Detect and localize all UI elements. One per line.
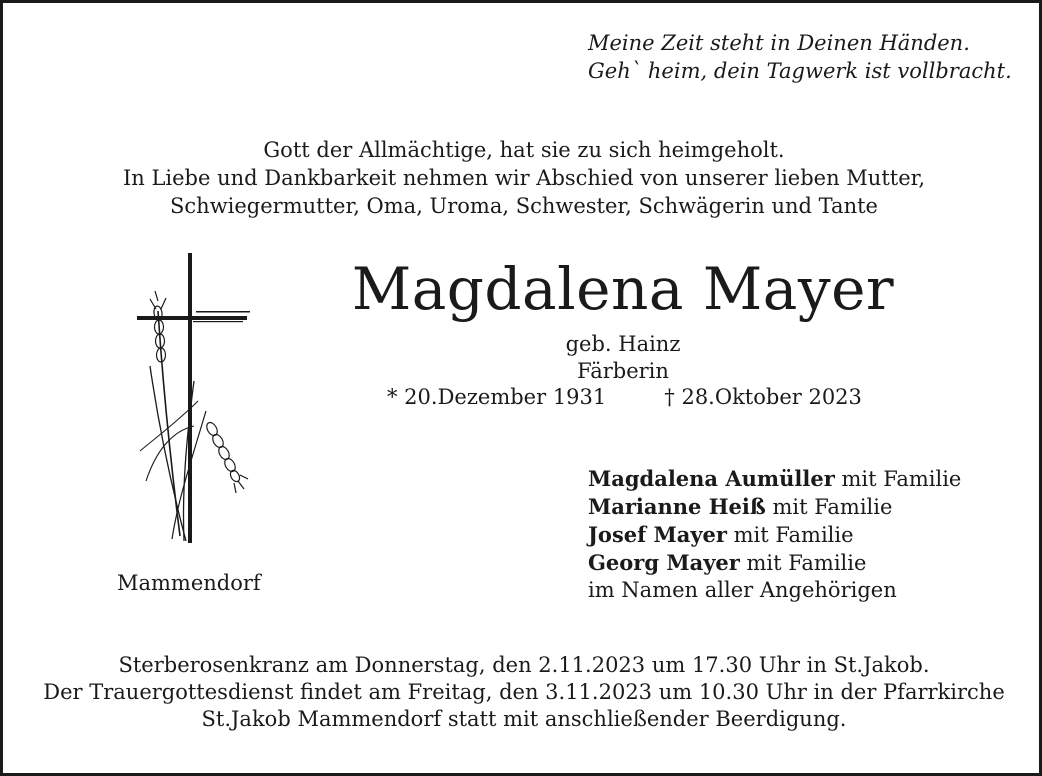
motto-line: Meine Zeit steht in Deinen Händen. <box>588 31 970 55</box>
mourner-name: Magdalena Aumüller <box>588 466 835 491</box>
life-dates <box>387 384 862 411</box>
mourner-name: Georg Mayer <box>588 550 740 575</box>
mourner-suffix: mit Familie <box>834 467 962 491</box>
intro-line: In Liebe und Dankbarkeit nehmen wir Abschied von unserer lieben Mutter, <box>122 166 926 190</box>
notice-line: St.Jakob Mammendorf statt mit anschließender Beerdigung. <box>201 707 847 731</box>
deceased-name: Magdalena Mayer <box>351 255 895 323</box>
notice-line: Sterberosenkranz am Donnerstag, den 2.11.2023 um 17.30 Uhr in St.Jakob. <box>118 653 930 677</box>
mourners-list <box>588 465 961 604</box>
place-name: Mammendorf <box>117 571 261 595</box>
mourner-name: Marianne Heiß <box>588 494 766 519</box>
mourner-entry <box>588 521 961 549</box>
intro-text <box>3 136 1042 220</box>
mourner-suffix: mit Familie <box>726 523 854 547</box>
intro-line: Schwiegermutter, Oma, Uroma, Schwester, Schwägerin und Tante <box>170 194 878 218</box>
mourner-entry <box>588 493 961 521</box>
intro-line: Gott der Allmächtige, hat sie zu sich heimgeholt. <box>263 138 785 162</box>
mourner-suffix: mit Familie <box>765 495 893 519</box>
mourners-closing: im Namen aller Angehörigen <box>588 578 897 602</box>
mourner-name: Josef Mayer <box>588 522 727 547</box>
birth-date: * 20.Dezember 1931 <box>387 385 607 409</box>
mourner-entry <box>588 465 961 493</box>
notice-line: Der Trauergottesdienst findet am Freitag, den 3.11.2023 um 10.30 Uhr in der Pfarrkirche <box>43 680 1005 704</box>
motto <box>588 29 1012 85</box>
mourner-entry <box>588 549 961 577</box>
maiden-name: geb. Hainz <box>565 332 681 356</box>
death-date: † 28.Oktober 2023 <box>664 385 862 409</box>
motto-line: Geh` heim, dein Tagwerk ist vollbracht. <box>588 59 1012 83</box>
occupation: Färberin <box>577 359 669 383</box>
mourner-suffix: mit Familie <box>739 551 867 575</box>
funeral-notice <box>3 652 1042 733</box>
deceased-details <box>473 331 773 385</box>
cross-with-wheat-icon <box>128 251 258 546</box>
